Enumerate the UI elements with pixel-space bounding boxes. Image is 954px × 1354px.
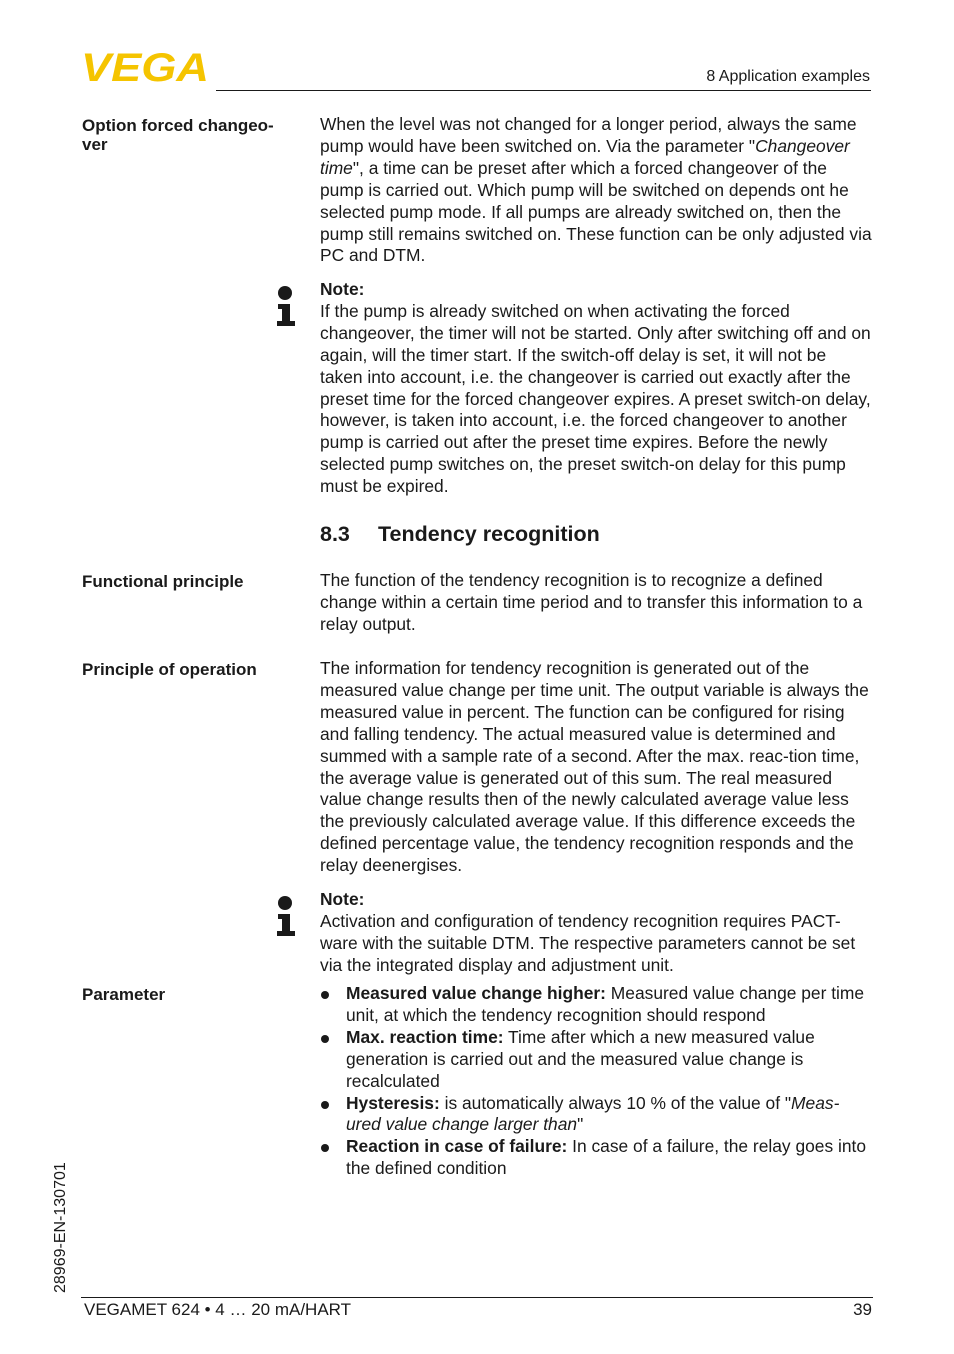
note-1: [320, 279, 872, 498]
svg-text:VEGA: VEGA: [81, 50, 209, 84]
info-icon: [275, 895, 297, 937]
parameter-list: [320, 983, 872, 1180]
note-1-title: Note:: [320, 279, 365, 299]
note-1-text: If the pump is already switched on when activating the forced changeover, the timer will not be started. Only after switching off and on again, will the timer start. If the switch-off delay is set, it will not be taken into account, i.e. the changeover is carried out exactly after the preset time for the forced changeover expires. A preset switch-on delay, however, is taken into account, i.e. the forced changeover to another pump is carried out after the preset time expires. Before the newly selected pump switches on, the preset switch-on delay for this pump must be expired.: [320, 300, 871, 497]
text-principle-of-operation: The information for tendency recognition is generated out of the measured value change per time unit. The output variable is always the measured value in percent. The function can be configured for rising and falling tendency. The actual measured value is determined and summed with a sample rate of a second. After the max. reac-tion time, the average value is generated out of this sum. The real measured value change results then of the newly calculated average value less the previously calculated average value. If this difference exceeds the defined percentage value, the tendency recognition responds and the relay deenergises.: [320, 658, 869, 876]
bullet-icon: [321, 1035, 329, 1043]
bullet-icon: [321, 991, 329, 999]
label-principle-of-operation: Principle of operation: [82, 660, 257, 679]
header-section-title: 8 Application examples: [706, 68, 870, 85]
list-item: Hysteresis: is automatically always 10 % of the value of "Meas-ured value change larger than": [320, 1093, 872, 1137]
footer-product: VEGAMET 624 • 4 … 20 mA/HART: [84, 1300, 352, 1319]
page-number: 39: [853, 1300, 872, 1319]
list-item: Reaction in case of failure: In case of a failure, the relay goes into the defined condition: [320, 1136, 872, 1180]
section-number: 8.3: [320, 522, 350, 546]
text-functional-principle: The function of the tendency recognition is to recognize a defined change within a certain time period and to transfer this information to a relay output.: [320, 570, 863, 634]
note-2: [320, 889, 872, 977]
note-2-title: Note:: [320, 889, 365, 909]
vega-logo: [81, 50, 211, 84]
label-functional-principle: Functional principle: [82, 572, 244, 591]
text-forced-changeover: When the level was not changed for a longer period, always the same pump would have been switched on. Via the parameter "Changeover time", a time can be preset after which a forced changeover of the pump is carried out. Which pump will be switched on depends ont he selected pump mode. If all pumps are already switched on, then the pump still remains switched on. These function can be only adjusted via PC and DTM.: [320, 114, 872, 266]
label-parameter: Parameter: [82, 985, 166, 1004]
section-heading: [320, 522, 600, 547]
section-title: Tendency recognition: [378, 522, 600, 546]
note-2-text: Activation and configuration of tendency recognition requires PACT-ware with the suitable DTM. The respective parameters cannot be set via the integrated display and adjustment unit.: [320, 910, 856, 975]
header-divider: [216, 90, 871, 91]
list-item: Measured value change higher: Measured value change per time unit, at which the tendency recognition should respond: [320, 983, 872, 1027]
label-forced-changeover: Option forced changeo- ver: [82, 116, 274, 154]
document-number: 28969-EN-130701: [52, 1162, 69, 1293]
bullet-icon: [321, 1144, 329, 1152]
footer-divider: [81, 1297, 873, 1298]
info-icon: [275, 285, 297, 327]
bullet-icon: [321, 1101, 329, 1109]
list-item: Max. reaction time: Time after which a new measured value generation is carried out and the measured value change is recalculated: [320, 1027, 872, 1093]
